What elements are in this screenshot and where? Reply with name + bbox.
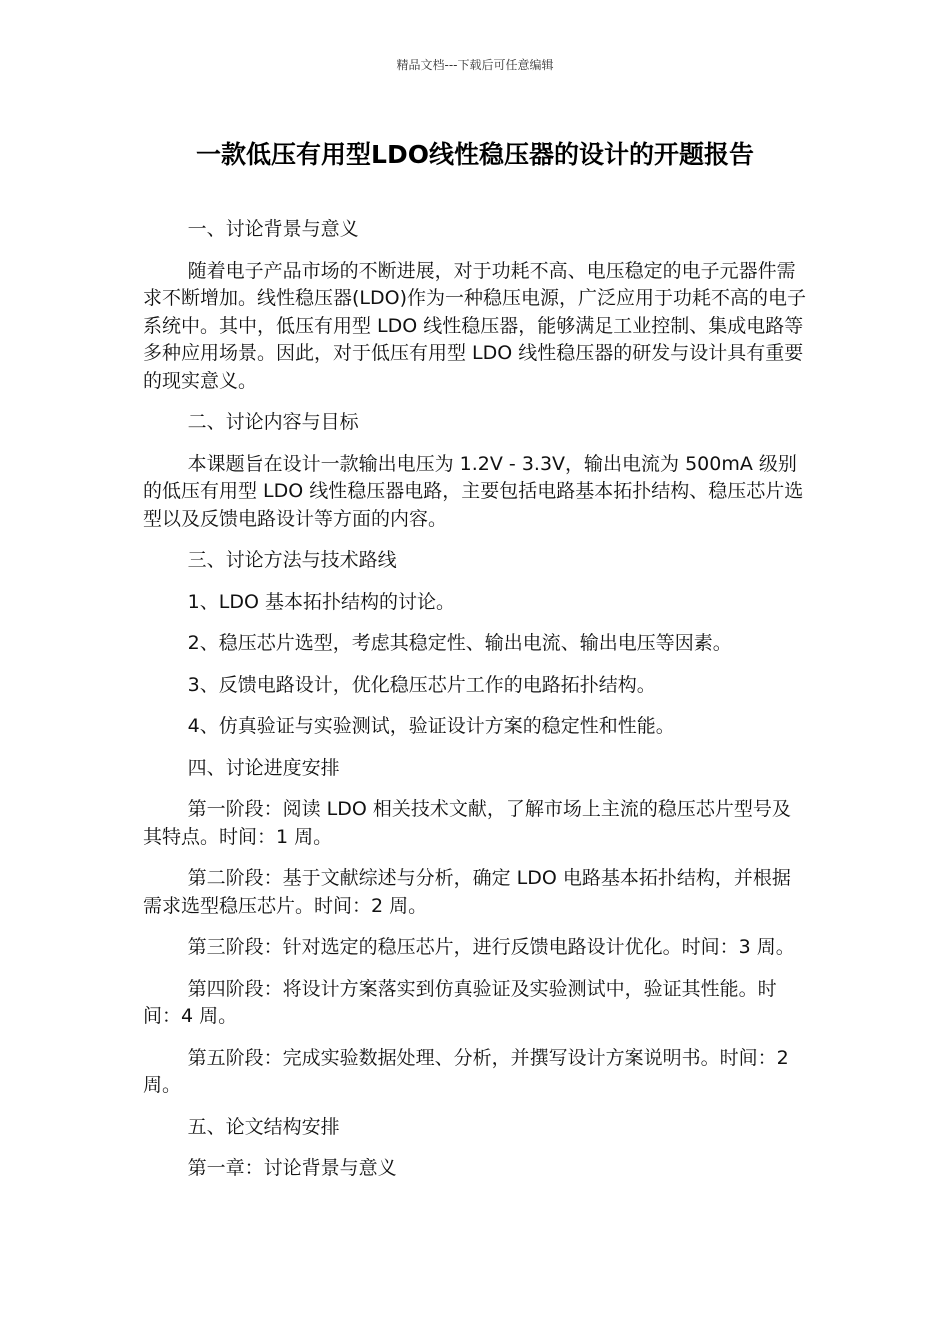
schedule-stage-5: 第五阶段：完成实验数据处理、分析，并撰写设计方案说明书。时间：2 周。: [143, 1046, 789, 1096]
schedule-stage-1: 第一阶段：阅读 LDO 相关技术文献，了解市场上主流的稳压芯片型号及其特点。时间：1 周。: [143, 798, 791, 848]
schedule-stage-2: 第二阶段：基于文献综述与分析，确定 LDO 电路基本拓扑结构，并根据需求选型稳压芯片。时间：2 周。: [143, 867, 791, 917]
document-title: 一款低压有用型LDO线性稳压器的设计的开题报告: [196, 140, 754, 169]
schedule-stage-3: 第三阶段：针对选定的稳压芯片，进行反馈电路设计优化。时间：3 周。: [187, 936, 795, 958]
section-1-paragraph: 随着电子产品市场的不断进展，对于功耗不高、电压稳定的电子元器件需求不断增加。线性稳压器(LDO)作为一种稳压电源，广泛应用于功耗不高的电子系统中。其中，低压有用型 LDO 线性稳压器，能够满足工业控制、集成电路等多种应用场景。因此，对于低压有用型 LDO 线性稳压器的研发与设计具有重要的现实意义。: [143, 259, 806, 392]
section-2-heading: 二、讨论内容与目标: [187, 411, 359, 433]
section-3-heading: 三、讨论方法与技术路线: [187, 549, 397, 571]
method-item-1: 1、LDO 基本拓扑结构的讨论。: [187, 590, 455, 613]
method-item-2: 2、稳压芯片选型，考虑其稳定性、输出电流、输出电压等因素。: [187, 632, 732, 654]
page-header-watermark: 精品文档---下载后可任意编辑: [396, 58, 554, 72]
schedule-stage-4: 第四阶段：将设计方案落实到仿真验证及实验测试中，验证其性能。时间：4 周。: [143, 977, 777, 1027]
method-item-4: 4、仿真验证与实验测试，验证设计方案的稳定性和性能。: [187, 715, 675, 737]
document-body: [143, 216, 807, 1197]
section-2-paragraph: 本课题旨在设计一款输出电压为 1.2V - 3.3V，输出电流为 500mA 级别的低压有用型 LDO 线性稳压器电路，主要包括电路基本拓扑结构、稳压芯片选型以及反馈电路设计等方面的内容。: [143, 452, 804, 530]
section-4-heading: 四、讨论进度安排: [187, 756, 340, 779]
section-5-heading: 五、论文结构安排: [187, 1115, 340, 1138]
structure-chapter-1: 第一章：讨论背景与意义: [187, 1157, 397, 1179]
method-item-3: 3、反馈电路设计，优化稳压芯片工作的电路拓扑结构。: [187, 673, 656, 696]
section-1-heading: 一、讨论背景与意义: [187, 218, 359, 240]
